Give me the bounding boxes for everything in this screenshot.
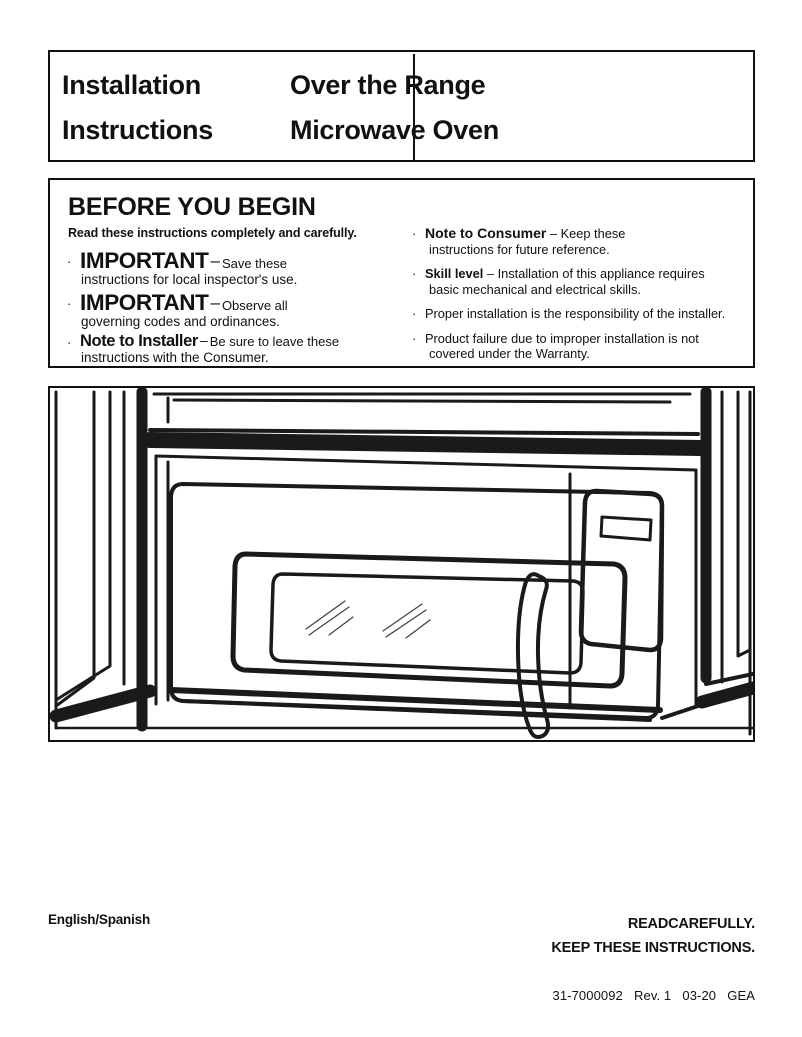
bullet-icon: · <box>412 330 417 346</box>
item-label: Note to Installer <box>80 332 198 350</box>
title-box <box>48 50 755 162</box>
item-continuation: instructions for future reference. <box>429 241 610 257</box>
item-text: Keep these <box>560 226 626 241</box>
item-label: Skill level <box>425 266 484 281</box>
list-item <box>64 290 417 330</box>
before-you-begin-subheading: Read these instructions completely and carefully. <box>68 226 357 240</box>
title-line-1 <box>62 63 752 108</box>
item-continuation: instructions for local inspector's use. <box>81 272 298 287</box>
bullet-icon: · <box>412 266 417 281</box>
microwave-line-drawing <box>50 388 753 740</box>
title-line-2-right: Microwave Oven <box>290 115 499 145</box>
item-continuation: governing codes and ordinances. <box>81 314 280 329</box>
before-you-begin-left-column <box>64 248 417 368</box>
item-text: Observe all <box>221 298 288 313</box>
item-label: Note to Consumer <box>425 225 547 241</box>
list-item <box>64 330 417 366</box>
bullet-icon: · <box>67 296 72 311</box>
item-continuation: basic mechanical and electrical skills. <box>429 281 641 297</box>
item-label: IMPORTANT <box>80 290 209 315</box>
title-line-2-left: Instructions <box>62 115 213 145</box>
item-text: Save these <box>221 256 287 271</box>
bullet-icon: · <box>412 306 417 321</box>
title-line-1-right: Over the Range <box>290 70 486 100</box>
title-text-group <box>62 63 752 153</box>
list-item <box>410 226 746 257</box>
title-line-2 <box>62 108 752 153</box>
list-item <box>410 331 746 362</box>
list-item <box>64 248 417 288</box>
item-continuation: instructions with the Consumer. <box>81 350 269 365</box>
title-line-1-left: Installation <box>62 70 201 100</box>
item-dash: – <box>210 293 220 312</box>
before-you-begin-heading: BEFORE YOU BEGIN <box>68 193 316 221</box>
item-dash: – <box>210 251 220 270</box>
footer-part-number-line: 31-7000092 Rev. 1 03-20 GEA <box>552 988 755 1003</box>
item-dash: – <box>549 226 558 241</box>
list-item <box>410 266 746 297</box>
list-item <box>410 306 746 322</box>
bullet-icon: · <box>67 254 72 269</box>
item-label: IMPORTANT <box>80 248 209 273</box>
item-text: Proper installation is the responsibility of the installer. <box>425 306 726 321</box>
footer-notice-line-1: READCAREFULLY. <box>627 916 755 932</box>
footer-language: English/Spanish <box>48 912 151 927</box>
item-dash: – <box>486 266 495 281</box>
item-text: Be sure to leave these <box>209 334 340 349</box>
footer-notice <box>551 912 755 960</box>
footer-notice-line-2: KEEP THESE INSTRUCTIONS. <box>551 940 755 956</box>
product-illustration <box>48 386 755 742</box>
bullet-icon: · <box>412 226 417 241</box>
item-text: Installation of this appliance requires <box>497 266 705 281</box>
item-dash: – <box>199 332 208 348</box>
item-text: Product failure due to improper installation is not <box>425 330 699 346</box>
item-continuation: covered under the Warranty. <box>429 346 590 361</box>
before-you-begin-box <box>48 178 755 368</box>
bullet-icon: · <box>67 335 72 350</box>
before-you-begin-right-column <box>410 226 746 371</box>
